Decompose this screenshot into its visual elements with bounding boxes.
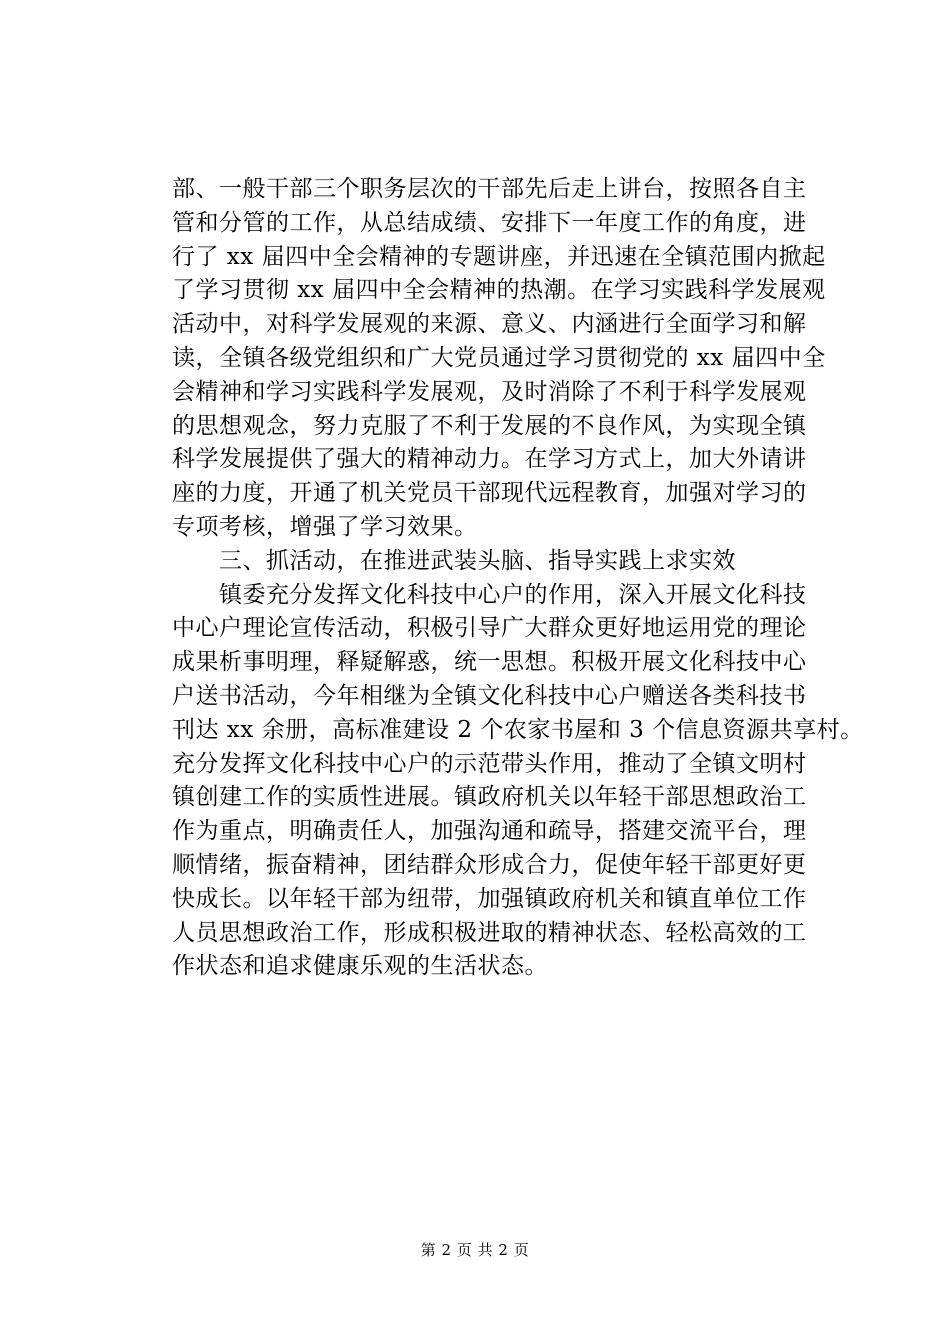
text-line: 活动中，对科学发展观的来源、意义、内涵进行全面学习和解: [172, 311, 807, 338]
text-line: 顺情绪，振奋精神，团结群众形成合力，促使年轻干部更好更: [172, 851, 807, 878]
text-line: 作状态和追求健康乐观的生活状态。: [172, 953, 548, 980]
text-line: 会精神和学习实践科学发展观，及时消除了不利于科学发展观: [172, 378, 807, 405]
text-line: 作为重点，明确责任人，加强沟通和疏导，搭建交流平台，理: [172, 818, 807, 845]
text-line: 充分发挥文化科技中心户的示范带头作用，推动了全镇文明村: [172, 750, 807, 777]
text-line: 成果析事明理，释疑解惑，统一思想。积极开展文化科技中心: [172, 649, 807, 676]
text-line: 专项考核，增强了学习效果。: [172, 513, 478, 540]
page-number-footer: 第 2 页 共 2 页: [420, 1241, 530, 1259]
section-heading: 三、抓活动，在推进武装头脑、指导实践上求实效: [172, 547, 736, 574]
text-line: 镇创建工作的实质性进展。镇政府机关以年轻干部思想政治工: [172, 784, 807, 811]
text-line: 刊达 xx 余册，高标准建设 2 个农家书屋和 3 个信息资源共享村。: [172, 716, 864, 743]
text-line: 人员思想政治工作，形成积极进取的精神状态、轻松高效的工: [172, 919, 807, 946]
text-line: 快成长。以年轻干部为纽带，加强镇政府机关和镇直单位工作: [172, 885, 807, 912]
text-line: 行了 xx 届四中全会精神的专题讲座，并迅速在全镇范围内掀起: [172, 243, 826, 270]
text-line: 读，全镇各级党组织和广大党员通过学习贯彻党的 xx 届四中全: [172, 344, 826, 371]
text-line: 管和分管的工作，从总结成绩、安排下一年度工作的角度，进: [172, 209, 807, 236]
document-body: [172, 173, 862, 984]
text-line: 了学习贯彻 xx 届四中全会精神的热潮。在学习实践科学发展观: [172, 277, 826, 304]
text-line: 部、一般干部三个职务层次的干部先后走上讲台，按照各自主: [172, 176, 807, 202]
text-line: 座的力度，开通了机关党员干部现代远程教育，加强对学习的: [172, 480, 807, 507]
text-line: 中心户理论宣传活动，积极引导广大群众更好地运用党的理论: [172, 615, 807, 642]
text-line: 的思想观念，努力克服了不利于发展的不良作风，为实现全镇: [172, 412, 807, 439]
text-line: 科学发展提供了强大的精神动力。在学习方式上，加大外请讲: [172, 446, 807, 473]
text-line: 镇委充分发挥文化科技中心户的作用，深入开展文化科技: [172, 581, 807, 608]
text-line: 户送书活动，今年相继为全镇文化科技中心户赠送各类科技书: [172, 682, 807, 709]
